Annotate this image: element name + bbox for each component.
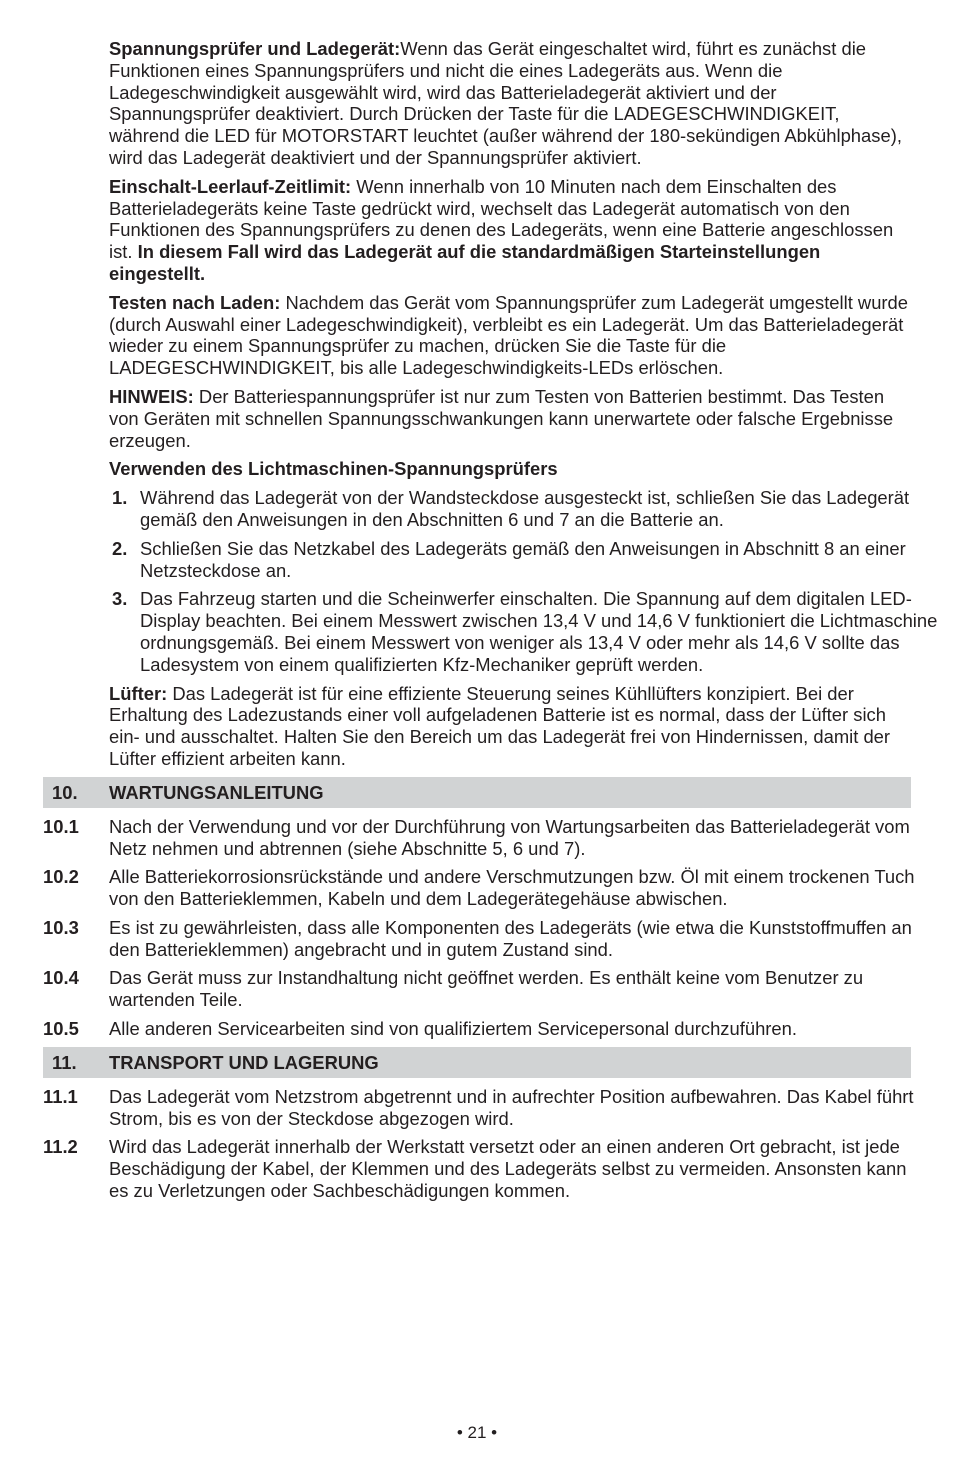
item-text: Das Ladegerät vom Netzstrom abgetrennt und in aufrechter Position aufbewahren. Das Kabel führt Strom, bis es von der Steckdose abgezogen wird.: [109, 1085, 914, 1129]
paragraph-text: Das Ladegerät ist für eine effiziente Steuerung seines Kühllüfters konzipiert. Bei der Erhaltung des Ladezustands einer voll aufgeladenen Batterie ist es normal, dass der Lüfter sich ein- und ausschaltet. Halten Sie den Bereich um das Ladegerät frei von Hindernissen, damit der Lüfter effizient arbeiten kann.: [109, 682, 891, 769]
section-header-maintenance: [43, 777, 911, 808]
list-item: [43, 1018, 915, 1040]
paragraph-bold-note: In diesem Fall wird das Ladegerät auf die standardmäßigen Starteinstellungen eingestellt.: [109, 241, 821, 284]
item-number: 10.4: [43, 967, 79, 989]
step-item: [109, 588, 946, 675]
paragraph-text: Der Batteriespannungsprüfer ist nur zum Testen von Batterien bestimmt. Das Testen von Geräten mit schnellen Spannungsschwankungen kann unerwartete oder falsche Ergebnisse erzeugen.: [109, 385, 894, 451]
paragraph-testing-after-charging: [109, 292, 915, 379]
paragraph-label: Testen nach Laden:: [109, 291, 281, 313]
step-text: Während das Ladegerät von der Wandsteckdose ausgesteckt ist, schließen Sie das Ladegerät gemäß den Anweisungen in den Abschnitten 6 und 7 an die Batterie an.: [140, 487, 910, 530]
list-item: [43, 967, 915, 1011]
item-number: 11.2: [43, 1136, 78, 1158]
item-text: Nach der Verwendung und vor der Durchführung von Wartungsarbeiten das Batterieladegerät vom Netz nehmen und abtrennen (siehe Abschnitte 5, 6 und 7).: [109, 815, 910, 859]
paragraph-tester-charger: [109, 38, 915, 169]
paragraph-text: Wenn das Gerät eingeschaltet wird, führt es zunächst die Funktionen eines Spannungsprüfers und nicht die eines Ladegeräts aus. Wenn die Ladegeschwindigkeit ausgewählt wird, wird das Batterieladegerät aktiviert und der Spannungsprüfer deaktiviert. Durch Drücken der Taste für die LADEGESCHWINDIGKEIT, während die LED für MOTORSTART leuchtet (außer während der 180-sekündigen Abkühlphase), wird das Ladegerät deaktiviert und der Spannungsprüfer aktiviert.: [109, 38, 902, 168]
subheading-alternator-tester: Verwenden des Lichtmaschinen-Spannungsprüfers: [109, 458, 558, 480]
item-text: Alle anderen Servicearbeiten sind von qualifiziertem Servicepersonal durchzuführen.: [109, 1018, 797, 1040]
section-number: 11.: [52, 1051, 77, 1073]
list-item: [43, 917, 915, 961]
paragraph-label: Spannungsprüfer und Ladegerät:: [109, 38, 401, 59]
item-number: 10.3: [43, 916, 79, 938]
step-number: 1.: [112, 487, 128, 509]
step-number: 3.: [112, 588, 128, 610]
paragraph-label: Lüfter:: [109, 682, 168, 704]
item-number: 10.1: [43, 815, 79, 837]
step-text: Schließen Sie das Netzkabel des Ladegeräts gemäß den Anweisungen in Abschnitt 8 an einer Netzsteckdose an.: [140, 537, 906, 581]
paragraph-label: Einschalt-Leerlauf-Zeitlimit:: [109, 175, 352, 197]
list-item: [43, 1086, 915, 1130]
paragraph-text: Wenn innerhalb von 10 Minuten nach dem Einschalten des Batterieladegeräts keine Taste gedrückt wird, wechselt das Ladegerät automatisch von den Funktionen des Spannungsprüfers zu denen des Ladegeräts, wenn eine Batterie angeschlossen ist.: [109, 175, 894, 263]
paragraph-fan: [109, 683, 915, 770]
section-header-transport: [43, 1047, 911, 1078]
paragraph-text: Nachdem das Gerät vom Spannungsprüfer zum Ladegerät umgestellt wurde (durch Auswahl einer Ladegeschwindigkeit), verbleibt es ein Ladegerät. Um das Batterieladegerät wieder zu einem Spannungsprüfer zu machen, drücken Sie die Taste für die LADEGESCHWINDIGKEIT, bis alle Ladegeschwindigkeits-LEDs erlöschen.: [109, 291, 909, 379]
section-number: 10.: [52, 781, 78, 803]
item-text: Alle Batteriekorrosionsrückstände und andere Verschmutzungen bzw. Öl mit einem trockenen Tuch von den Batterieklemmen, Kabeln und dem Ladegerätegehäuse abwischen.: [109, 866, 915, 910]
section-title: WARTUNGSANLEITUNG: [109, 781, 324, 803]
item-text: Wird das Ladegerät innerhalb der Werkstatt versetzt oder an einen anderen Ort gebracht, ist jede Beschädigung der Kabel, der Klemmen und des Ladegeräts selbst zu vermeiden. Ansonsten kann es zu Verletzungen oder Sachbeschädigungen kommen.: [109, 1136, 907, 1202]
item-text: Das Gerät muss zur Instandhaltung nicht geöffnet werden. Es enthält keine vom Benutzer zu wartenden Teile.: [109, 967, 864, 1011]
list-item: [43, 816, 915, 860]
step-text: Das Fahrzeug starten und die Scheinwerfer einschalten. Die Spannung auf dem digitalen LED-Display beachten. Bei einem Messwert zwischen 13,4 V und 14,6 V funktioniert die Lichtmaschine ordnungsgemäß. Bei einem Messwert von weniger als 13,4 V oder mehr als 14,6 V sollte das Ladesystem von einem qualifizierten Kfz-Mechaniker geprüft werden.: [140, 588, 938, 675]
step-item: [109, 538, 946, 582]
item-number: 10.5: [43, 1018, 79, 1040]
paragraph-note: [109, 386, 915, 451]
step-item: [109, 487, 946, 531]
paragraph-label: HINWEIS:: [109, 385, 194, 407]
paragraph-idle-timeout: [109, 176, 915, 285]
list-item: [43, 1136, 915, 1201]
item-text: Es ist zu gewährleisten, dass alle Komponenten des Ladegeräts (wie etwa die Kunststoffmuffen an den Batterieklemmen) angebracht und in gutem Zustand sind.: [109, 916, 912, 960]
page-content: [0, 38, 954, 1209]
item-number: 10.2: [43, 866, 79, 888]
list-item: [43, 866, 915, 910]
section-title: TRANSPORT UND LAGERUNG: [109, 1051, 379, 1073]
page-number: • 21 •: [456, 1423, 498, 1442]
step-number: 2.: [112, 537, 128, 559]
item-number: 11.1: [43, 1085, 78, 1107]
